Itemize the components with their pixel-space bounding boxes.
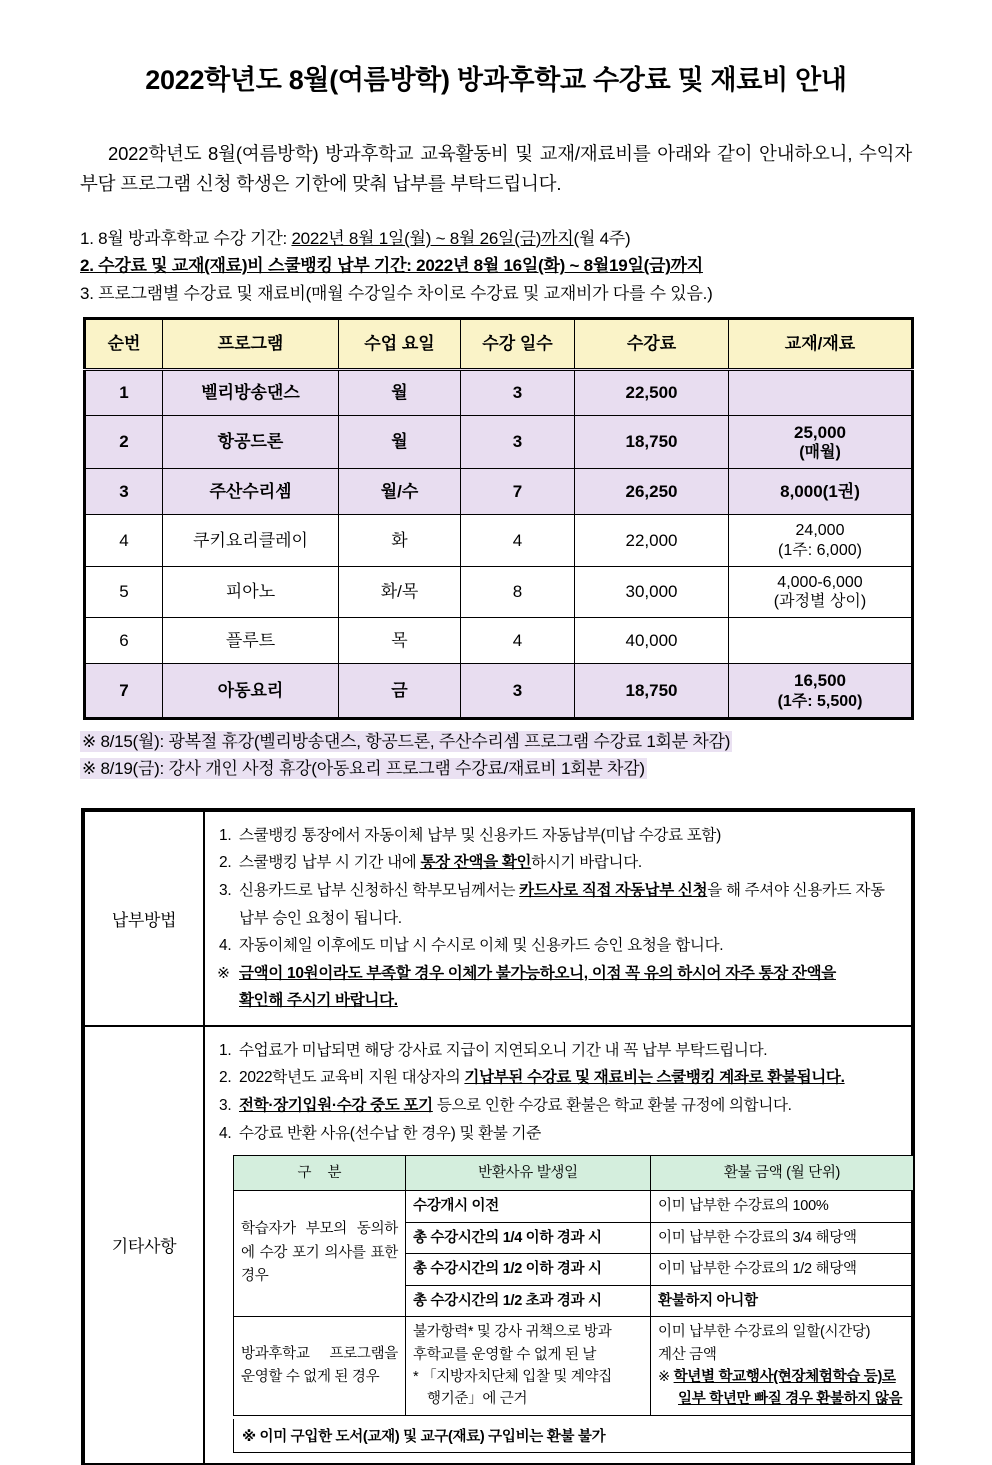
table-row <box>85 664 913 719</box>
material-sub: (매월) <box>799 444 841 462</box>
cell-program: 주산수리셈 <box>163 469 339 515</box>
list-item <box>219 1120 901 1148</box>
list-text: 스쿨뱅킹 납부 시 기간 내에 통장 잔액을 확인하시기 바랍니다. <box>239 854 642 872</box>
refund-reason: 총 수강시간의 1/4 이하 경과 시 <box>406 1222 651 1253</box>
refund-amount: 이미 납부한 수강료의 3/4 해당액 <box>651 1222 914 1253</box>
list-marker: 4. <box>219 937 232 955</box>
list-item <box>219 960 901 1015</box>
star-note-2: ※ 8/19(금): 강사 개인 사정 휴강(아동요리 프로그램 수강료/재료비 1회분 차감) <box>82 758 645 778</box>
table-row <box>234 1317 914 1416</box>
cell-fee: 18,750 <box>575 415 729 469</box>
cell-day: 금 <box>339 664 461 719</box>
refund-table-footer: ※ 이미 구입한 도서(교재) 및 교구(재료) 구입비는 환불 불가 <box>233 1419 913 1453</box>
list-item <box>219 1092 901 1120</box>
refund-header-division: 구 분 <box>234 1156 406 1191</box>
list-item <box>219 1037 901 1065</box>
refund-reason: 수강개시 이전 <box>406 1191 651 1222</box>
cell-program: 벨리방송댄스 <box>163 369 339 415</box>
payment-method-row <box>84 811 912 1026</box>
fee-header-material: 교재/재료 <box>729 318 913 369</box>
cell-no: 6 <box>85 618 163 664</box>
intro-paragraph: 2022학년도 8월(여름방학) 방과후학교 교육활동비 및 교재/재료비를 아래와 같이 안내하오니, 수익자부담 프로그램 신청 학생은 기한에 맞춰 납부를 부탁드립니다. <box>80 143 912 194</box>
cell-program: 아동요리 <box>163 664 339 719</box>
refund-division-group2: 방과후학교 프로그램을 운영할 수 없게 된 경우 <box>234 1317 406 1416</box>
list-text: 스쿨뱅킹 통장에서 자동이체 납부 및 신용카드 자동납부(미납 수강료 포함) <box>239 826 721 844</box>
cell-material <box>729 566 913 617</box>
cell-program: 피아노 <box>163 566 339 617</box>
list-text: 신용카드로 납부 신청하신 학부모님께서는 카드사로 직접 자동납부 신청을 해 주셔야 신용카드 자동 <box>239 882 885 899</box>
list-text: 수업료가 미납되면 해당 강사료 지급이 지연되오니 기간 내 꼭 납부 부탁드립니다. <box>239 1041 768 1059</box>
cell-day: 월 <box>339 415 461 469</box>
cell-day: 화/목 <box>339 566 461 617</box>
cell-program: 플루트 <box>163 618 339 664</box>
refund-reason: 총 수강시간의 1/2 초과 경과 시 <box>406 1285 651 1316</box>
cell-material <box>729 415 913 469</box>
fee-header-count: 수강 일수 <box>461 318 575 369</box>
fee-header-day: 수업 요일 <box>339 318 461 369</box>
cell-material <box>729 664 913 719</box>
cell-no: 3 <box>85 469 163 515</box>
payment-method-body <box>204 811 912 1026</box>
cell-day: 목 <box>339 618 461 664</box>
table-row <box>85 469 913 515</box>
cell-material <box>729 618 913 664</box>
refund-reason-group2: 불가항력* 및 강사 귀책으로 방과 후학교를 운영할 수 없게 된 날 * 「지방자치단체 입찰 및 계약집 행기준」에 근거 <box>406 1317 651 1416</box>
list-marker: 2. <box>219 854 232 872</box>
star-note-1: ※ 8/15(월): 광복절 휴강(벨리방송댄스, 항공드론, 주산수리셈 프로그램 수강료 1회분 차감) <box>82 732 731 752</box>
list-text: 자동이체일 이후에도 미납 시 수시로 이체 및 신용카드 승인 요청을 합니다. <box>239 937 724 955</box>
refund-amount: 이미 납부한 수강료의 100% <box>651 1191 914 1222</box>
cell-program: 쿠키요리클레이 <box>163 515 339 566</box>
refund-header-row <box>234 1156 914 1191</box>
list-marker: 1. <box>219 1041 232 1059</box>
page-title: 2022학년도 8월(여름방학) 방과후학교 수강료 및 재료비 안내 <box>145 65 847 95</box>
notice-1-suffix: (월 4주) <box>573 228 631 248</box>
cell-fee: 18,750 <box>575 664 729 719</box>
list-item <box>219 1064 901 1092</box>
cell-no: 1 <box>85 369 163 415</box>
list-marker: 3. <box>219 1097 232 1115</box>
list-marker: 1. <box>219 826 232 844</box>
refund-division-group1: 학습자가 부모의 동의하에 수강 포기 의사를 표한 경우 <box>234 1191 406 1317</box>
table-row <box>85 369 913 415</box>
cell-fee: 22,000 <box>575 515 729 566</box>
fee-table-header-row <box>85 318 913 369</box>
notice-1-prefix: 1. 8월 방과후학교 수강 기간: <box>80 228 292 248</box>
notice-item-1 <box>80 225 912 253</box>
refund-amount: 이미 납부한 수강료의 1/2 해당액 <box>651 1254 914 1285</box>
star-notes <box>80 729 912 782</box>
list-text-line2: 확인해 주시기 바랍니다. <box>239 992 398 1010</box>
material-main: 8,000(1권) <box>780 482 860 502</box>
table-row <box>85 515 913 566</box>
notice-item-2: 2. 수강료 및 교재(재료)비 스쿨뱅킹 납부 기간: 2022년 8월 16일(화) ~ 8월19일(금)까지 <box>80 256 703 276</box>
refund-amount: 환불하지 아니함 <box>651 1285 914 1316</box>
cell-fee: 40,000 <box>575 618 729 664</box>
cell-count: 4 <box>461 618 575 664</box>
cell-program: 항공드론 <box>163 415 339 469</box>
refund-reason: 총 수강시간의 1/2 이하 경과 시 <box>406 1254 651 1285</box>
table-row <box>85 618 913 664</box>
material-sub: (1주: 6,000) <box>778 541 862 559</box>
fee-header-program: 프로그램 <box>163 318 339 369</box>
fee-table-body <box>85 369 913 719</box>
notice-item-3: 3. 프로그램별 수강료 및 재료비(매월 수강일수 차이로 수강료 및 교재비가 다를 수 있음.) <box>80 284 713 303</box>
list-text: 수강료 반환 사유(선수납 한 경우) 및 환불 기준 <box>239 1124 541 1142</box>
table-row <box>234 1191 914 1222</box>
cell-no: 4 <box>85 515 163 566</box>
list-marker: 4. <box>219 1124 232 1142</box>
cell-day: 월/수 <box>339 469 461 515</box>
other-matters-body <box>204 1026 912 1464</box>
cell-day: 화 <box>339 515 461 566</box>
cell-no: 7 <box>85 664 163 719</box>
list-text: 전학·장기입원·수강 중도 포기 등으로 인한 수강료 환불은 학교 환불 규정에 의합니다. <box>239 1097 792 1115</box>
cell-material <box>729 515 913 566</box>
cell-fee: 30,000 <box>575 566 729 617</box>
other-matters-row <box>84 1026 912 1464</box>
table-row <box>85 415 913 469</box>
fee-table <box>83 317 914 721</box>
cell-count: 4 <box>461 515 575 566</box>
cell-count: 3 <box>461 369 575 415</box>
payment-method-label: 납부방법 <box>84 811 204 1026</box>
list-text-line2: 납부 승인 요청이 됩니다. <box>239 909 402 927</box>
cell-fee: 22,500 <box>575 369 729 415</box>
table-row <box>85 566 913 617</box>
cell-count: 3 <box>461 415 575 469</box>
refund-amount-note: ※ 학년별 학교행사(현장체험학습 등)로 <box>658 1369 896 1386</box>
refund-table <box>233 1155 914 1416</box>
list-item <box>219 849 901 877</box>
cell-no: 5 <box>85 566 163 617</box>
cell-count: 3 <box>461 664 575 719</box>
cell-material <box>729 369 913 415</box>
material-sub: (과정별 상이) <box>773 593 867 611</box>
refund-header-reason: 반환사유 발생일 <box>406 1156 651 1191</box>
info-table <box>83 810 913 1465</box>
other-matters-list <box>219 1037 901 1147</box>
cell-fee: 26,250 <box>575 469 729 515</box>
refund-header-amount: 환불 금액 (월 단위) <box>651 1156 914 1191</box>
notice-1-period: 2022년 8월 1일(월) ~ 8월 26일(금)까지 <box>291 228 574 248</box>
list-item <box>219 822 901 850</box>
cell-count: 8 <box>461 566 575 617</box>
list-item <box>219 932 901 960</box>
material-main: 4,000-6,000 <box>777 573 863 591</box>
material-sub: (1주: 5,500) <box>777 692 863 710</box>
fee-header-no: 순번 <box>85 318 163 369</box>
cell-count: 7 <box>461 469 575 515</box>
cell-no: 2 <box>85 415 163 469</box>
list-text: 금액이 10원이라도 부족할 경우 이체가 불가능하오니, 이점 꼭 유의 하시어 자주 통장 잔액을 <box>239 964 836 982</box>
list-item <box>219 877 901 932</box>
other-matters-label: 기타사항 <box>84 1026 204 1464</box>
list-text: 2022학년도 교육비 지원 대상자의 기납부된 수강료 및 재료비는 스쿨뱅킹 계좌로 환불됩니다. <box>239 1069 845 1087</box>
cell-material <box>729 469 913 515</box>
payment-method-list <box>219 822 901 1015</box>
list-marker: 3. <box>219 882 232 899</box>
material-main: 16,500 <box>794 671 846 691</box>
material-main: 24,000 <box>795 522 845 540</box>
refund-table-body <box>234 1191 914 1416</box>
list-marker: 2. <box>219 1069 232 1087</box>
list-marker: ※ <box>217 964 230 982</box>
fee-header-fee: 수강료 <box>575 318 729 369</box>
material-main: 25,000 <box>794 422 846 442</box>
notice-list <box>80 225 912 308</box>
cell-day: 월 <box>339 369 461 415</box>
refund-amount-group2: 이미 납부한 수강료의 일할(시간당) 계산 금액 ※ 학년별 학교행사(현장체험학습 등)로 일부 학년만 빠질 경우 환불하지 않음 <box>651 1317 914 1416</box>
